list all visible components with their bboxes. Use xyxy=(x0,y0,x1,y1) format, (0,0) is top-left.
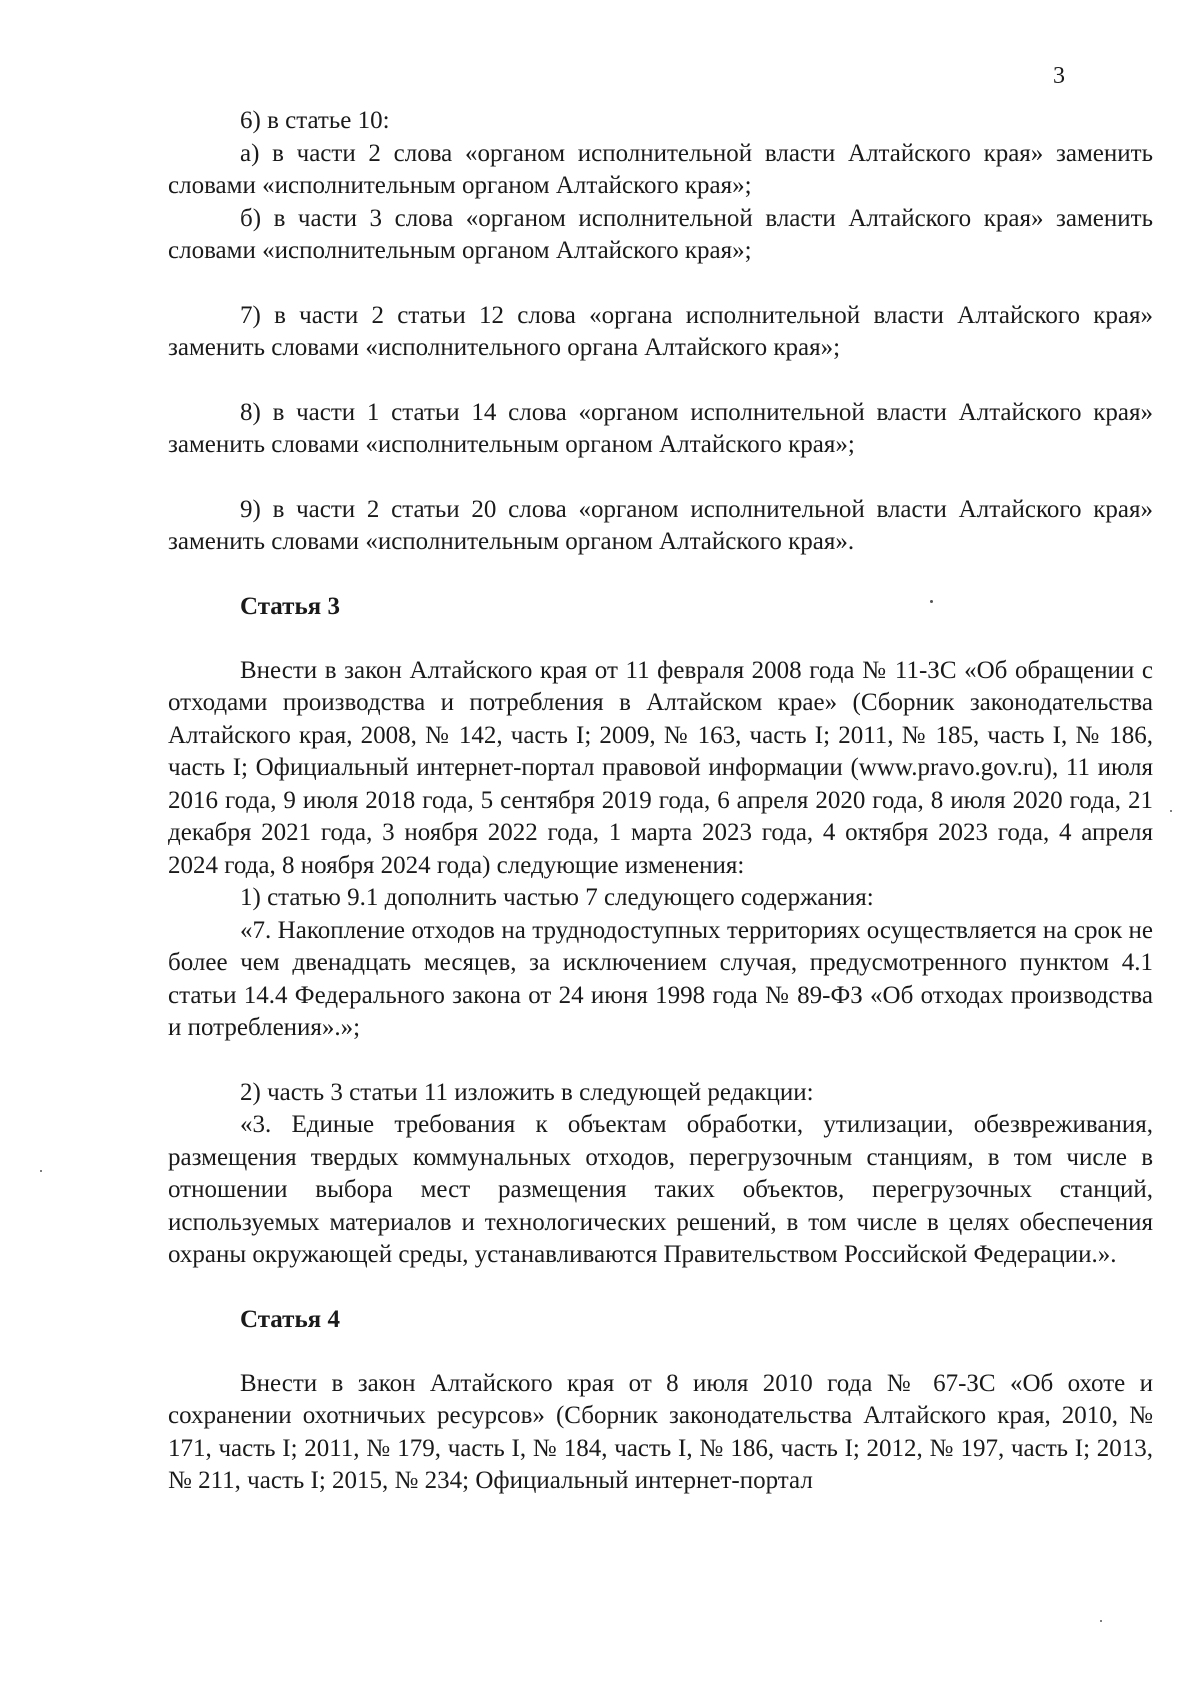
scan-speck xyxy=(1170,810,1172,812)
item8-paragraph: 8) в части 1 статьи 14 слова «органом исполнительной власти Алтайского края» заменить словами «исполнительным органом Алтайского края»; xyxy=(168,398,1153,458)
spacer xyxy=(168,623,1153,655)
scan-speck xyxy=(1100,1620,1102,1622)
article4-heading: Статья 4 xyxy=(240,1305,340,1333)
scan-speck xyxy=(40,1170,42,1172)
article4-intro-paragraph: Внести в закон Алтайского края от 8 июля 2010 года № 67-ЗС «Об охоте и сохранении охотничьих ресурсов» (Сборник законодательства Алтайского края, 2010, № 171, часть I; 2011, № 179, часть I, № 184, часть I, № 186, часть I; 2012, № 197, часть I; 2013, № 211, часть I; 2015, № 234; Официальный интернет-портал xyxy=(168,1369,1153,1494)
item6a-paragraph: а) в части 2 слова «органом исполнительной власти Алтайского края» заменить словами «исполнительным органом Алтайского края»; xyxy=(168,139,1153,199)
spacer xyxy=(168,1045,1153,1077)
article3-heading: Статья 3 xyxy=(240,592,340,620)
article3-item1-text: «7. Накопление отходов на труднодоступных территориях осуществляется на срок не более чем двенадцать месяцев, за исключением случая, предусмотренного пунктом 4.1 статьи 14.4 Федерального закона от 24 июня 1998 года № 89-ФЗ «Об отходах производства и потребления».»; xyxy=(168,916,1153,1041)
item6b-paragraph: б) в части 3 слова «органом исполнительной власти Алтайского края» заменить словами «исполнительным органом Алтайского края»; xyxy=(168,204,1153,264)
scan-speck xyxy=(930,600,933,603)
spacer xyxy=(168,268,1153,300)
spacer xyxy=(168,1336,1153,1368)
document-body xyxy=(168,105,1153,1498)
spacer xyxy=(168,462,1153,494)
item7-paragraph: 7) в части 2 статьи 12 слова «органа исполнительной власти Алтайского края» заменить словами «исполнительного органа Алтайского края»; xyxy=(168,301,1153,361)
article3-item2-text: «3. Единые требования к объектам обработки, утилизации, обезвреживания, размещения твердых коммунальных отходов, перегрузочным станциям, в том числе в отношении выбора мест размещения таких объектов, перегрузочных станций, используемых материалов и технологических решений, в том числе в целях обеспечения охраны окружающей среды, устанавливаются Правительством Российской Федерации.». xyxy=(168,1111,1153,1268)
item9-paragraph: 9) в части 2 статьи 20 слова «органом исполнительной власти Алтайского края» заменить словами «исполнительным органом Алтайского края». xyxy=(168,495,1153,555)
spacer xyxy=(168,365,1153,397)
article3-intro-paragraph: Внести в закон Алтайского края от 11 февраля 2008 года № 11-ЗС «Об обращении с отходами производства и потребления в Алтайском крае» (Сборник законодательства Алтайского края, 2008, № 142, часть I; 2009, № 163, часть I; 2011, № 185, часть I, № 186, часть I; Официальный интернет-портал правовой информации (www.pravo.gov.ru), 11 июля 2016 года, 9 июля 2018 года, 5 сентября 2019 года, 6 апреля 2020 года, 8 июля 2020 года, 21 декабря 2021 года, 3 ноября 2022 года, 1 марта 2023 года, 4 октября 2023 года, 4 апреля 2024 года, 8 ноября 2024 года) следующие изменения: xyxy=(168,656,1153,879)
item6-title: 6) в статье 10: xyxy=(240,107,390,134)
article3-item2-paragraph: 2) часть 3 статьи 11 изложить в следующей редакции: xyxy=(240,1078,814,1106)
page-number: 3 xyxy=(1053,63,1065,89)
spacer xyxy=(168,1272,1153,1304)
article3-item1-paragraph: 1) статью 9.1 дополнить частью 7 следующего содержания: xyxy=(240,884,874,911)
spacer xyxy=(168,559,1153,591)
